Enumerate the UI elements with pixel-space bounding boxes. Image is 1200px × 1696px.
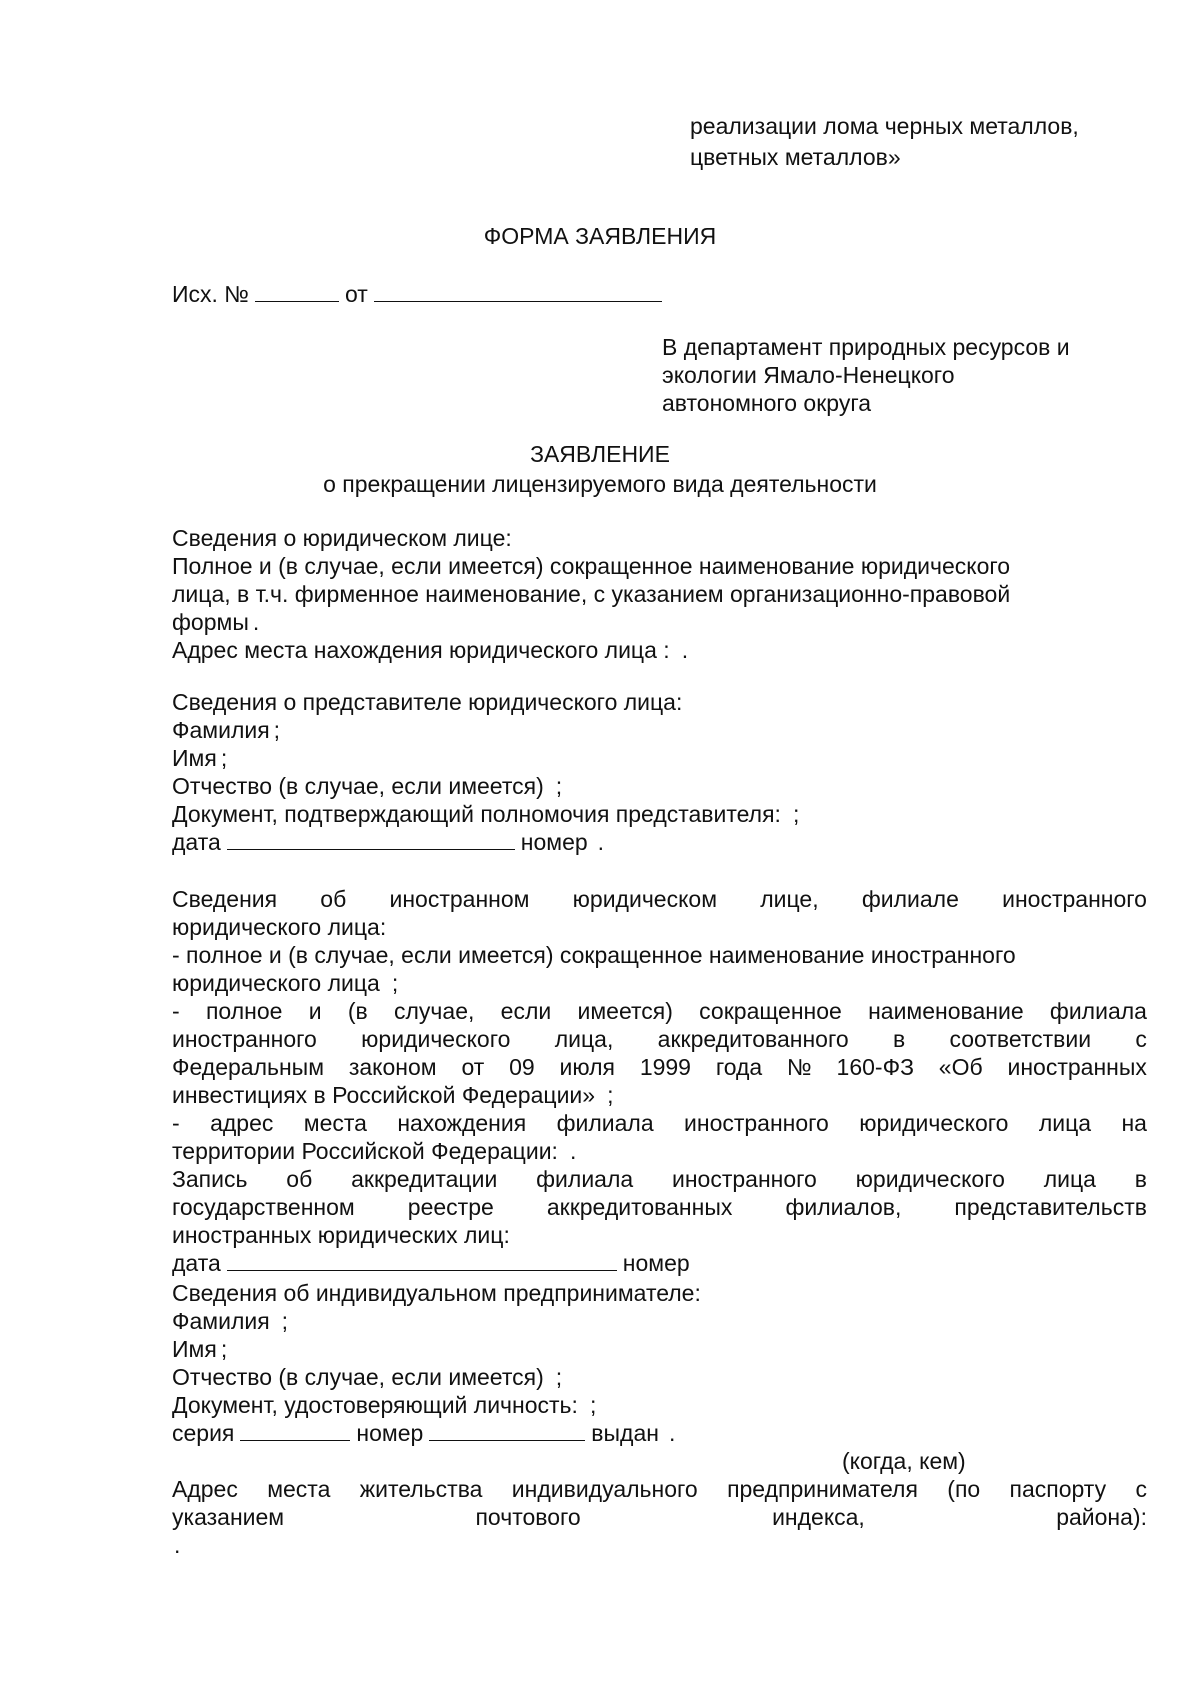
- word: в: [1134, 1166, 1147, 1192]
- word: иностранных: [1007, 1054, 1147, 1080]
- entrepreneur-address-row: .: [174, 1532, 181, 1558]
- entrepreneur-patronymic-row: Отчество (в случае, если имеется) ;: [172, 1364, 563, 1390]
- foreign-branch-line-3: [172, 1053, 1147, 1081]
- word: иностранном: [389, 886, 530, 912]
- word: в: [892, 1026, 906, 1052]
- word: филиала: [1049, 998, 1147, 1024]
- legal-entity-heading: Сведения о юридическом лице:: [172, 525, 512, 551]
- word: указанием: [172, 1504, 285, 1530]
- foreign-name-line-1: - полное и (в случае, если имеется) сокращенное наименование иностранного: [172, 942, 1016, 968]
- entrepreneur-passport-row: серия номер выдан .: [172, 1420, 676, 1446]
- word: предпринимателя: [727, 1476, 918, 1502]
- word: сокращенное: [699, 998, 842, 1024]
- word: аккредитованного: [657, 1026, 849, 1052]
- addressee-block: [662, 333, 1070, 417]
- entrepreneur-address-line-2: [172, 1503, 1147, 1531]
- word: -: [172, 1110, 180, 1136]
- legal-entity-address-label: Адрес места нахождения юридического лица :: [172, 637, 670, 663]
- entrepreneur-surname-row: Фамилия ;: [172, 1308, 289, 1334]
- word: жительства: [359, 1476, 483, 1502]
- header-ref-line-2: цветных металлов»: [690, 144, 901, 170]
- word: паспорту: [1009, 1476, 1107, 1502]
- addressee-line-1: В департамент природных ресурсов и: [662, 334, 1070, 360]
- legal-entity-name-line-1: Полное и (в случае, если имеется) сокращенное наименование юридического: [172, 553, 1011, 579]
- legal-entity-address-row: Адрес места нахождения юридического лица : .: [172, 637, 689, 663]
- outgoing-date-label: от: [345, 281, 368, 307]
- word: индекса,: [772, 1504, 865, 1530]
- word: 160-ФЗ: [836, 1054, 914, 1080]
- word: (по: [947, 1476, 981, 1502]
- legal-entity-name-row: формы .: [172, 609, 260, 635]
- outgoing-date-field[interactable]: [374, 281, 662, 302]
- document-title: ЗАЯВЛЕНИЕ: [530, 441, 670, 467]
- word: полное: [205, 998, 283, 1024]
- word: об: [320, 886, 347, 912]
- representative-surname-row: Фамилия ;: [172, 717, 281, 743]
- word: на: [1121, 1110, 1147, 1136]
- word: июля: [559, 1054, 615, 1080]
- word: иностранного: [172, 1026, 317, 1052]
- word: №: [787, 1054, 812, 1080]
- word: аккредитации: [351, 1166, 498, 1192]
- foreign-accreditation-line-2: [172, 1193, 1147, 1221]
- word: Запись: [172, 1166, 248, 1192]
- word: представительств: [954, 1194, 1147, 1220]
- word: года: [715, 1054, 763, 1080]
- word: адрес: [210, 1110, 274, 1136]
- word: места: [303, 1110, 367, 1136]
- word: Федеральным: [172, 1054, 325, 1080]
- foreign-entity-section: [172, 885, 1147, 1277]
- entrepreneur-name-row: Имя ;: [172, 1336, 228, 1362]
- header-ref-line-1: реализации лома черных металлов,: [690, 113, 1079, 139]
- word: имеется): [577, 998, 673, 1024]
- foreign-address-row: территории Российской Федерации: .: [172, 1138, 577, 1164]
- word: -: [172, 998, 180, 1024]
- word: юридического: [855, 1166, 1005, 1192]
- word: 1999: [639, 1054, 691, 1080]
- foreign-branch-line-1: [172, 997, 1147, 1025]
- document-subtitle: о прекращении лицензируемого вида деятельности: [323, 471, 877, 497]
- word: юридического: [859, 1110, 1009, 1136]
- word: почтового: [475, 1504, 581, 1530]
- word: с: [1135, 1026, 1147, 1052]
- word: индивидуального: [511, 1476, 698, 1502]
- addressee-line-3: автономного округа: [662, 390, 871, 416]
- word: лица,: [554, 1026, 614, 1052]
- representative-date-field[interactable]: [227, 829, 515, 850]
- entrepreneur-address-line-1: [172, 1475, 1147, 1503]
- word: филиала: [556, 1110, 654, 1136]
- word: юридического: [361, 1026, 511, 1052]
- word: Сведения: [172, 886, 278, 912]
- word: района):: [1056, 1504, 1147, 1530]
- word: и: [308, 998, 322, 1024]
- word: аккредитованных: [546, 1194, 733, 1220]
- foreign-accreditation-line-1: [172, 1165, 1147, 1193]
- foreign-branch-line-2: [172, 1025, 1147, 1053]
- legal-entity-section: [172, 524, 1147, 664]
- legal-entity-name-line-2: лица, в т.ч. фирменное наименование, с указанием организационно-правовой: [172, 581, 1011, 607]
- word: филиале: [861, 886, 959, 912]
- word: об: [286, 1166, 313, 1192]
- word: законом: [348, 1054, 437, 1080]
- entrepreneur-id-document-row: Документ, удостоверяющий личность: ;: [172, 1392, 597, 1418]
- word: 09: [509, 1054, 535, 1080]
- entrepreneur-series-field[interactable]: [240, 1420, 350, 1441]
- word: иностранного: [684, 1110, 829, 1136]
- word: места: [267, 1476, 331, 1502]
- addressee-line-2: экологии Ямало-Ненецкого: [662, 362, 955, 388]
- representative-name-row: Имя ;: [172, 745, 228, 771]
- entrepreneur-number-field[interactable]: [429, 1420, 585, 1441]
- foreign-address-line-1: [172, 1109, 1147, 1137]
- entrepreneur-section: [172, 1279, 1147, 1559]
- representative-section: [172, 688, 1147, 856]
- word: «Об: [938, 1054, 983, 1080]
- word: филиалов,: [785, 1194, 902, 1220]
- foreign-name-row: юридического лица ;: [172, 970, 399, 996]
- outgoing-number-row: [172, 280, 668, 308]
- word: иностранного: [1002, 886, 1147, 912]
- word: иностранного: [672, 1166, 817, 1192]
- word: филиала: [536, 1166, 634, 1192]
- entrepreneur-issued-hint: (когда, кем): [842, 1448, 966, 1474]
- word: от: [461, 1054, 485, 1080]
- outgoing-number-label: Исх. №: [172, 281, 249, 307]
- representative-date-number-row: дата номер .: [172, 829, 605, 855]
- foreign-branch-row: инвестициях в Российской Федерации» ;: [172, 1082, 614, 1108]
- word: нахождения: [397, 1110, 527, 1136]
- foreign-accreditation-date-field[interactable]: [227, 1250, 617, 1271]
- word: юридическом: [572, 886, 718, 912]
- outgoing-number-field[interactable]: [255, 281, 339, 302]
- word: Адрес: [172, 1476, 238, 1502]
- word: (в: [347, 998, 368, 1024]
- representative-heading: Сведения о представителе юридического лица:: [172, 689, 683, 715]
- representative-patronymic-row: Отчество (в случае, если имеется) ;: [172, 773, 563, 799]
- word: наименование: [868, 998, 1024, 1024]
- foreign-heading-line-1: [172, 885, 1147, 913]
- form-title: ФОРМА ЗАЯВЛЕНИЯ: [483, 223, 717, 249]
- entrepreneur-heading: Сведения об индивидуальном предпринимателе:: [172, 1280, 701, 1306]
- legal-entity-form-label: формы: [172, 609, 249, 635]
- word: государственном: [172, 1194, 355, 1220]
- foreign-accreditation-date-number-row: дата номер: [172, 1250, 690, 1276]
- representative-document-row: Документ, подтверждающий полномочия представителя: ;: [172, 801, 800, 827]
- word: если: [500, 998, 552, 1024]
- word: лица: [1038, 1110, 1092, 1136]
- foreign-accreditation-line-3: иностранных юридических лиц:: [172, 1222, 510, 1248]
- word: соответствии: [949, 1026, 1092, 1052]
- word: с: [1135, 1476, 1147, 1502]
- word: лице,: [760, 886, 819, 912]
- word: реестре: [407, 1194, 494, 1220]
- word: лица: [1043, 1166, 1096, 1192]
- word: случае,: [394, 998, 475, 1024]
- foreign-heading-line-2: юридического лица:: [172, 914, 387, 940]
